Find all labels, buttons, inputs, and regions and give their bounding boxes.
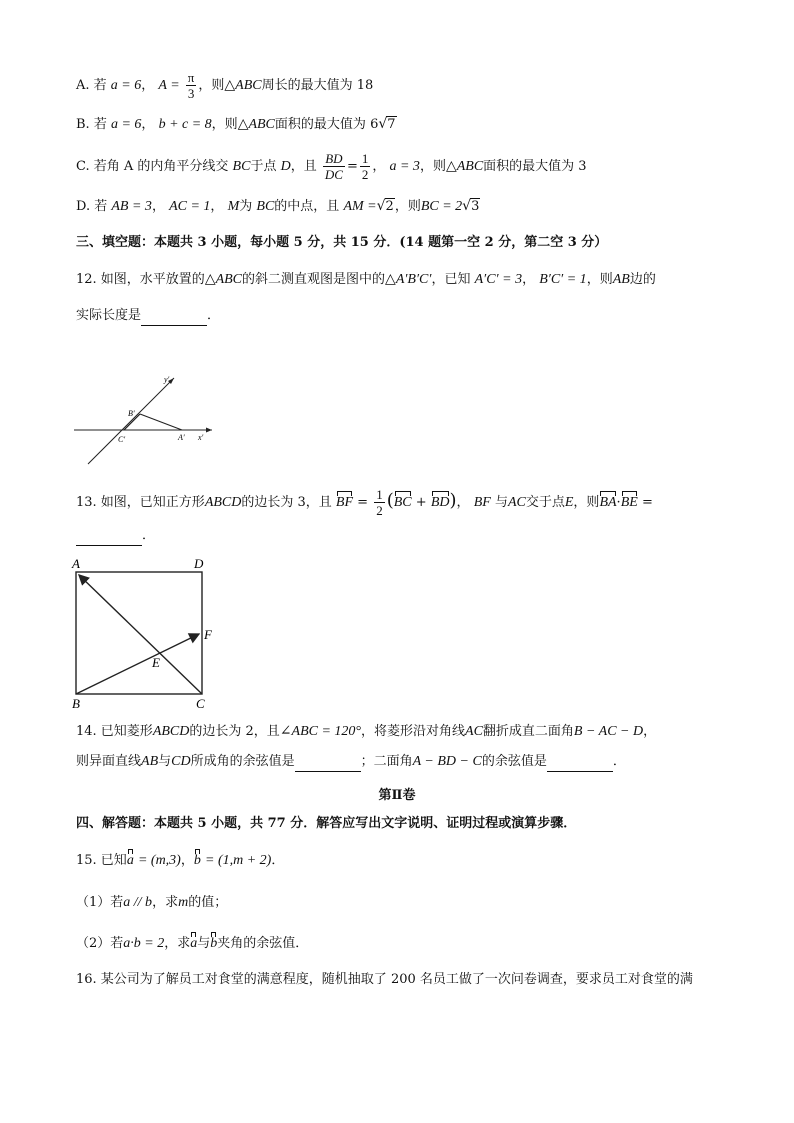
label-y: y′ [164, 375, 170, 384]
question-16-line-1: 16. 某公司为了解员工对食堂的满意程度，随机抽取了 200 名员工做了一次问卷调查，要求员工对食堂的满 [76, 972, 693, 987]
answer-blank[interactable] [141, 311, 207, 326]
oblique-projection-figure [70, 368, 220, 468]
label-F: F [204, 627, 212, 642]
part-2-title: 第Ⅱ卷 [378, 788, 416, 803]
question-13-line-2: ． [76, 526, 155, 546]
question-14-line-2: 则异面直线AB与CD所成角的余弦值是 ；二面角A − BD − C的余弦值是 ． [76, 752, 626, 772]
label-D: D [194, 556, 204, 571]
label-B: B [72, 696, 80, 711]
label-b: B′ [128, 409, 135, 418]
question-15-line-1: 15. 已知a = (m,3)，b = (1,m + 2)． [76, 851, 284, 871]
y-axis [88, 378, 174, 464]
fraction: $\frac{\pi}{3}$ [187, 70, 195, 101]
sqrt-expression: 6√7 [370, 116, 396, 132]
label-C: C [196, 696, 205, 711]
x-axis-arrow [206, 428, 212, 433]
answer-blank-1[interactable] [295, 757, 361, 772]
question-12-line-2: 实际长度是 ． [76, 306, 220, 326]
option-d: D. 若 AB = 3， AC = 1， M为 BC的中点，且 AM =√2，则BC = 2√3 [76, 198, 480, 214]
option-b: B. 若 a = 6， b + c = 8，则△ABC面积的最大值为 6√7 [76, 116, 396, 132]
fraction-bd-dc: $\frac{BD}{DC}$ [324, 151, 343, 182]
question-14-line-1: 14. 已知菱形ABCD的边长为 2，且∠ABC = 120°，将菱形沿对角线AC翻折成直二面角B − AC − D， [76, 724, 657, 739]
vector-ca [79, 575, 202, 694]
option-a: A. 若 a = 6， A = $\frac{\pi}{3}$ ，则△ABC周长的最大值为 18 [76, 70, 374, 101]
segment-b-a [140, 414, 182, 430]
answer-blank[interactable] [76, 531, 142, 546]
square-figure [68, 554, 228, 714]
section-3-heading: 三、填空题：本题共 3 小题，每小题 5 分，共 15 分．(14 题第一空 2 分，第二空 3 分） [76, 235, 608, 250]
question-13-line-1: 13. 如图，已知正方形ABCD的边长为 3，且 BF = $\frac{1}{2}$ (BC + BD)， BF 与AC交于点E，则BA·BE = [76, 487, 653, 518]
question-15-part-2: （2）若a·b = 2，求a与b夹角的余弦值． [76, 934, 308, 954]
fraction-half: $\frac{1}{2}$ [361, 151, 369, 182]
question-15-part-1: （1）若a // b，求m的值； [76, 895, 228, 910]
answer-blank-2[interactable] [547, 757, 613, 772]
fraction-half: $\frac{1}{2}$ [376, 487, 383, 518]
label-x: x′ [198, 433, 204, 442]
label-A: A [72, 556, 80, 571]
vector-bf [76, 634, 199, 694]
label-E: E [152, 655, 160, 670]
label-c: C′ [118, 435, 126, 444]
question-12-line-1: 12. 如图，水平放置的△ABC的斜二测直观图是图中的△A′B′C′，已知 A′C′ = 3， B′C′ = 1，则AB边的 [76, 272, 656, 287]
section-4-heading: 四、解答题：本题共 5 小题，共 77 分．解答应写出文字说明、证明过程或演算步骤． [76, 816, 577, 831]
option-c: C. 若角 A 的内角平分线交 BC于点 D，且 $\frac{BD}{DC}$ = $\frac{1}{2}$ ， a = 3，则△ABC面积的最大值为 3 [76, 151, 587, 182]
label-a: A′ [178, 433, 185, 442]
